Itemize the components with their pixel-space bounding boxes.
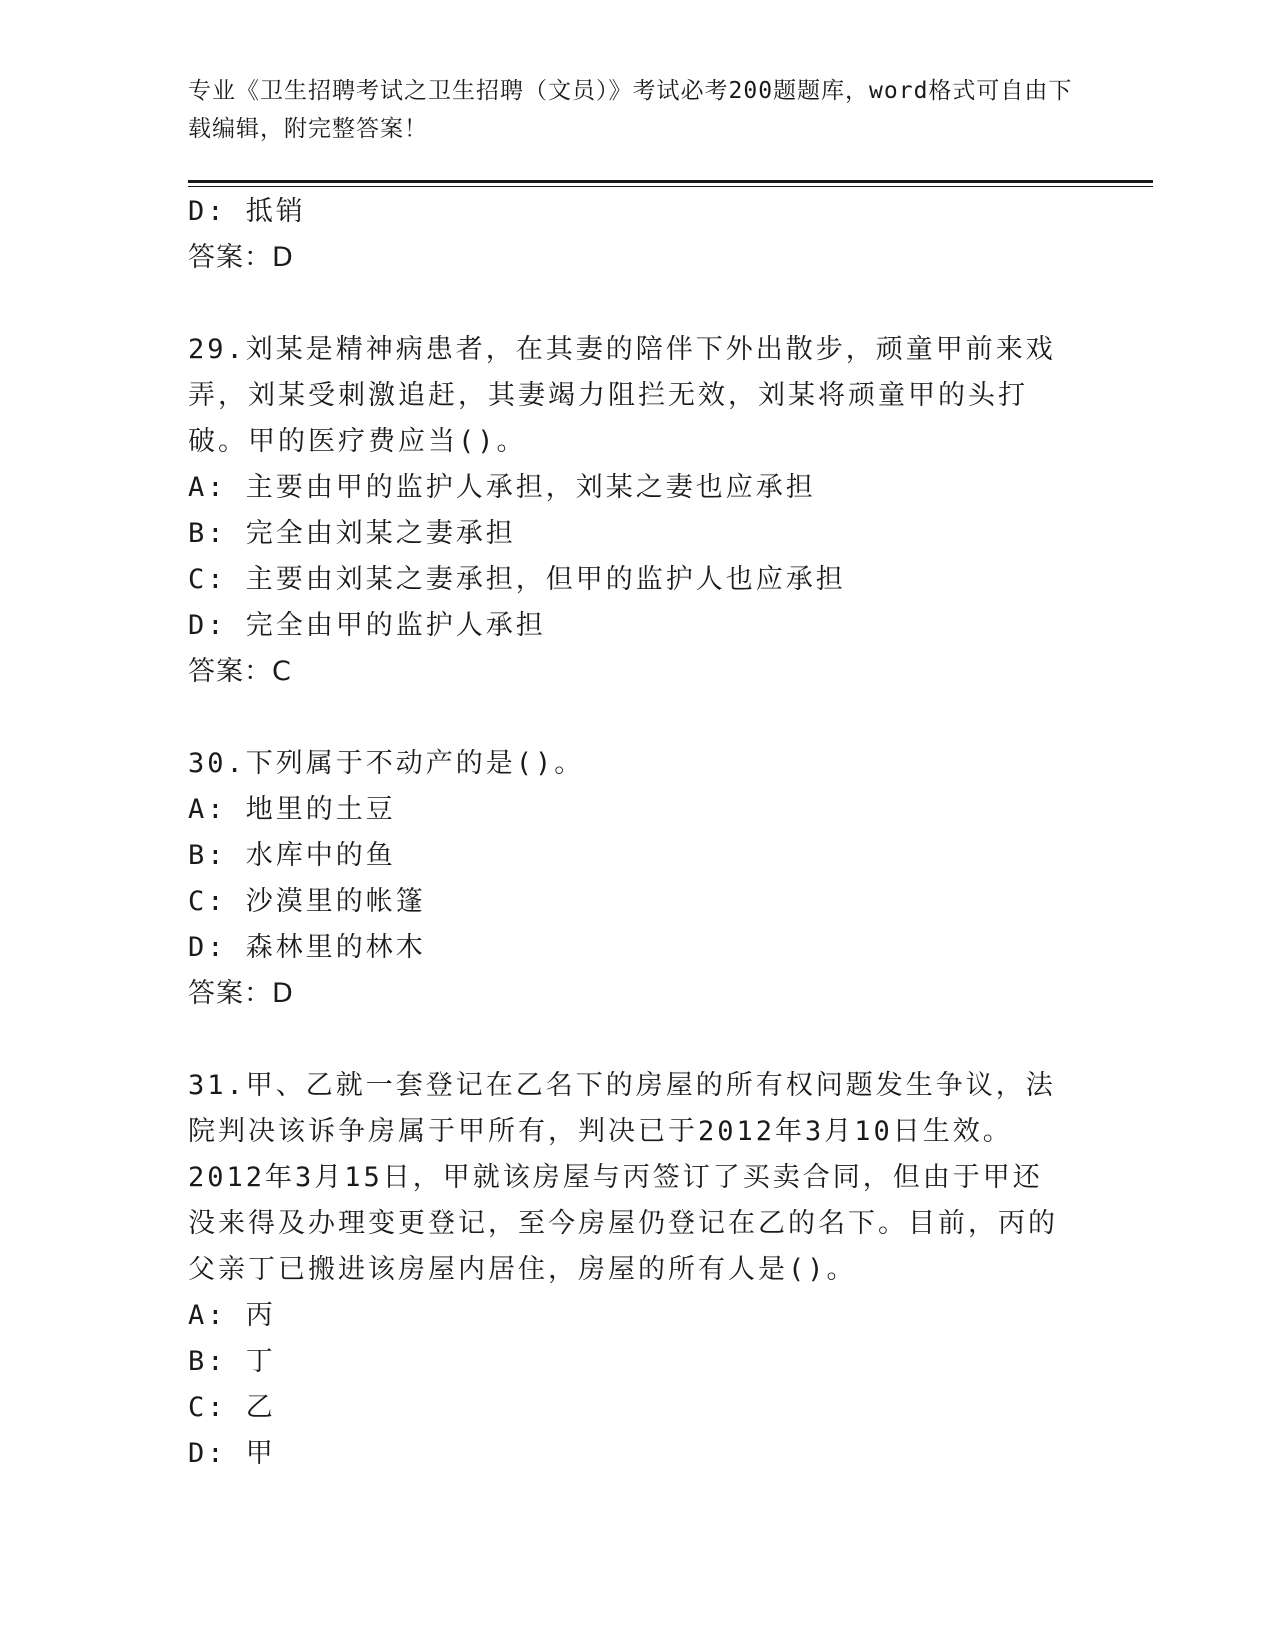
option-a: A: 丙 [188, 1300, 276, 1331]
answer-line: 答案：D [188, 978, 294, 1009]
option-d: D: 抵销 [188, 196, 306, 227]
option-d: D: 甲 [188, 1438, 276, 1469]
question-text: 31.甲、乙就一套登记在乙名下的房屋的所有权问题发生争议，法院判决该诉争房属于甲所有，判决已于2012年3月10日生效。2012年3月15日，甲就该房屋与丙签订了买卖合同，但由于甲还没来得及办理变更登记，至今房屋仍登记在乙的名下。目前，丙的父亲丁已搬进该房屋内居住，房屋的所有人是()。 [188, 1070, 1058, 1285]
option-b: B: 丁 [188, 1346, 276, 1377]
question-list [188, 189, 1088, 1477]
option-c: C: 乙 [188, 1392, 276, 1423]
answer-line: 答案：D [188, 242, 294, 273]
option-a: A: 地里的土豆 [188, 794, 396, 825]
document-header [188, 72, 1088, 148]
option-c: C: 沙漠里的帐篷 [188, 886, 426, 917]
question-text: 30.下列属于不动产的是()。 [188, 748, 585, 779]
option-a: A: 主要由甲的监护人承担，刘某之妻也应承担 [188, 472, 816, 503]
question-31 [188, 1063, 1088, 1477]
answer-line: 答案：C [188, 656, 292, 687]
question-30 [188, 741, 1088, 1017]
option-d: D: 森林里的林木 [188, 932, 426, 963]
header-text: 专业《卫生招聘考试之卫生招聘（文员）》考试必考200题题库，word格式可自由下载编辑，附完整答案！ [188, 78, 1073, 142]
option-d: D: 完全由甲的监护人承担 [188, 610, 546, 641]
continued-question [188, 189, 1088, 281]
question-29 [188, 327, 1088, 695]
option-b: B: 水库中的鱼 [188, 840, 396, 871]
option-c: C: 主要由刘某之妻承担，但甲的监护人也应承担 [188, 564, 846, 595]
option-b: B: 完全由刘某之妻承担 [188, 518, 516, 549]
header-rule-thin [188, 186, 1153, 187]
question-text: 29.刘某是精神病患者，在其妻的陪伴下外出散步，顽童甲前来戏弄，刘某受刺激追赶，其妻竭力阻拦无效，刘某将顽童甲的头打破。甲的医疗费应当()。 [188, 334, 1056, 457]
header-rule-thick [188, 180, 1153, 183]
